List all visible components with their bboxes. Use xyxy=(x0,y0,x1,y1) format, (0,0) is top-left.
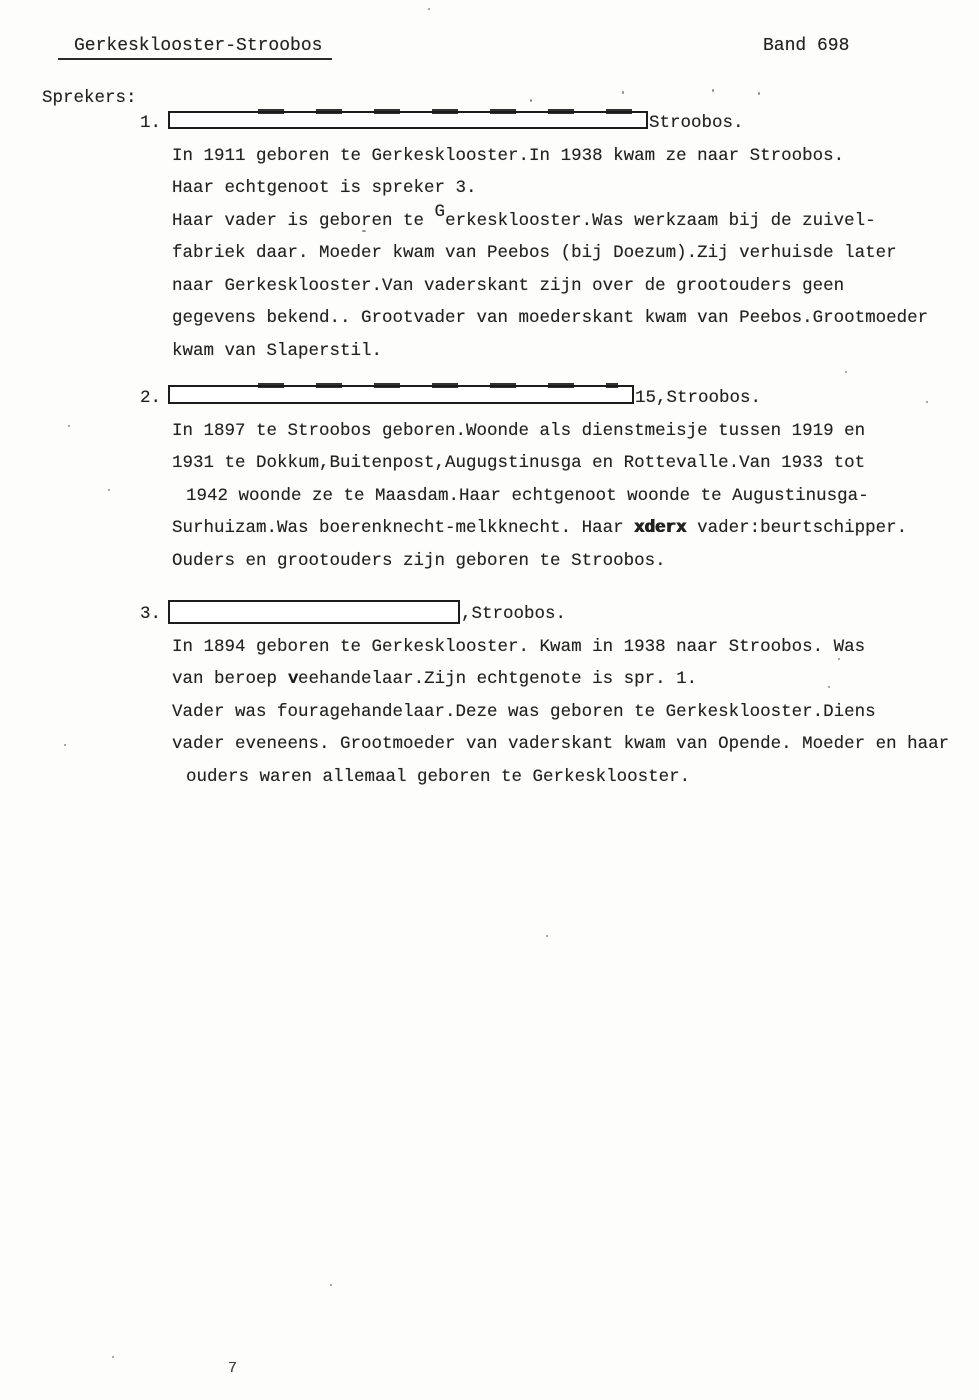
text-segment: Haar vader is geboren te xyxy=(172,210,435,231)
text-segment: kwam van Slaperstil. xyxy=(172,340,383,361)
text-segment: Vader was fouragehandelaar.Deze was geboren te Gerkesklooster.Diens xyxy=(172,701,876,722)
text-line xyxy=(0,512,979,545)
scan-speck xyxy=(622,91,624,94)
speaker-number: 1. xyxy=(140,113,162,133)
text-line xyxy=(0,728,979,761)
scan-speck xyxy=(926,401,928,403)
text-segment: vader:beurtschipper. xyxy=(686,518,908,538)
scan-speck xyxy=(530,99,532,102)
scan-speck xyxy=(64,744,66,746)
residence-text: 15,Stroobos. xyxy=(635,388,762,408)
text-line xyxy=(0,696,979,729)
text-segment: In 1911 geboren te Gerkesklooster.In 1938 kwam ze naar Stroobos. xyxy=(172,145,845,166)
speaker-number: 3. xyxy=(140,604,162,624)
scan-speck xyxy=(68,425,70,427)
speaker-number: 2. xyxy=(140,388,162,408)
text-line xyxy=(0,237,979,270)
text-line xyxy=(0,335,979,368)
stray-mark: 7 xyxy=(228,1360,238,1377)
speakers-label: Sprekers: xyxy=(42,88,137,108)
redacted-name-box xyxy=(168,600,460,624)
speaker-entry xyxy=(0,107,979,367)
scan-speck xyxy=(838,658,840,660)
text-line xyxy=(0,480,979,513)
scan-speck xyxy=(108,489,110,491)
redacted-name-box xyxy=(168,111,648,129)
overtype-segment: v xyxy=(287,669,299,689)
scan-speck xyxy=(758,92,760,95)
band-number: Band 698 xyxy=(763,36,850,56)
text-line xyxy=(0,270,979,303)
text-segment: Haar echtgenoot is spreker 3. xyxy=(172,178,477,198)
text-segment: Surhuizam.Was boerenknecht-melkknecht. Haar xyxy=(172,518,635,538)
text-segment: erkesklooster.Was werkzaam bij de zuivel- xyxy=(445,210,876,231)
speaker-entry xyxy=(0,598,979,793)
text-line xyxy=(0,415,979,448)
residence-text: ,Stroobos. xyxy=(461,604,567,624)
text-segment: naar Gerkesklooster.Van vaderskant zijn over de grootouders geen xyxy=(172,275,845,296)
text-segment: gegevens bekend.. Grootvader van moederskant kwam van Peebos.Grootmoeder xyxy=(172,308,929,328)
text-segment: fabriek daar. Moeder kwam van Peebos (bij Doezum).Zij verhuisde later xyxy=(172,243,897,263)
scan-speck xyxy=(330,1284,332,1286)
text-line xyxy=(0,447,979,480)
text-segment: eehandelaar.Zijn echtgenote is spr. 1. xyxy=(298,669,698,689)
raised-segment: G xyxy=(434,201,446,222)
text-segment: 1931 te Dokkum,Buitenpost,Augugstinusga en Rottevalle.Van 1933 tot xyxy=(172,453,866,473)
overstrike-segment: xderx xyxy=(634,518,687,538)
text-segment: vader eveneens. Grootmoeder van vaderskant kwam van Opende. Moeder en haar xyxy=(172,734,950,754)
residence-text: Stroobos. xyxy=(649,113,744,133)
text-line xyxy=(0,201,979,238)
text-line xyxy=(0,172,979,205)
text-segment: van beroep xyxy=(172,669,288,689)
scan-speck xyxy=(546,935,548,937)
scan-speck xyxy=(712,89,714,92)
text-segment: In 1897 te Stroobos geboren.Woonde als dienstmeisje tussen 1919 en xyxy=(172,420,866,441)
text-line xyxy=(0,663,979,696)
scan-speck xyxy=(112,1356,114,1358)
redacted-name-box xyxy=(168,385,634,404)
text-segment: Ouders en grootouders zijn geboren te Stroobos. xyxy=(172,550,666,571)
text-segment: 1942 woonde ze te Maasdam.Haar echtgenoot woonde te Augustinusga- xyxy=(186,485,869,506)
text-line xyxy=(0,140,979,173)
text-segment: ouders waren allemaal geboren te Gerkesklooster. xyxy=(186,766,691,787)
text-line xyxy=(0,631,979,664)
scan-speck xyxy=(845,371,847,373)
speaker-head-line xyxy=(0,107,979,140)
speaker-head-line xyxy=(0,598,979,631)
scan-speck xyxy=(428,8,430,10)
scan-speck xyxy=(828,686,830,688)
text-line xyxy=(0,761,979,794)
scan-speck xyxy=(362,230,366,232)
text-line xyxy=(0,302,979,335)
text-line xyxy=(0,545,979,578)
text-segment: In 1894 geboren te Gerkesklooster. Kwam in 1938 naar Stroobos. Was xyxy=(172,636,866,657)
speaker-entry xyxy=(0,382,979,577)
speaker-head-line xyxy=(0,382,979,415)
page-title: Gerkesklooster-Stroobos xyxy=(58,36,332,60)
